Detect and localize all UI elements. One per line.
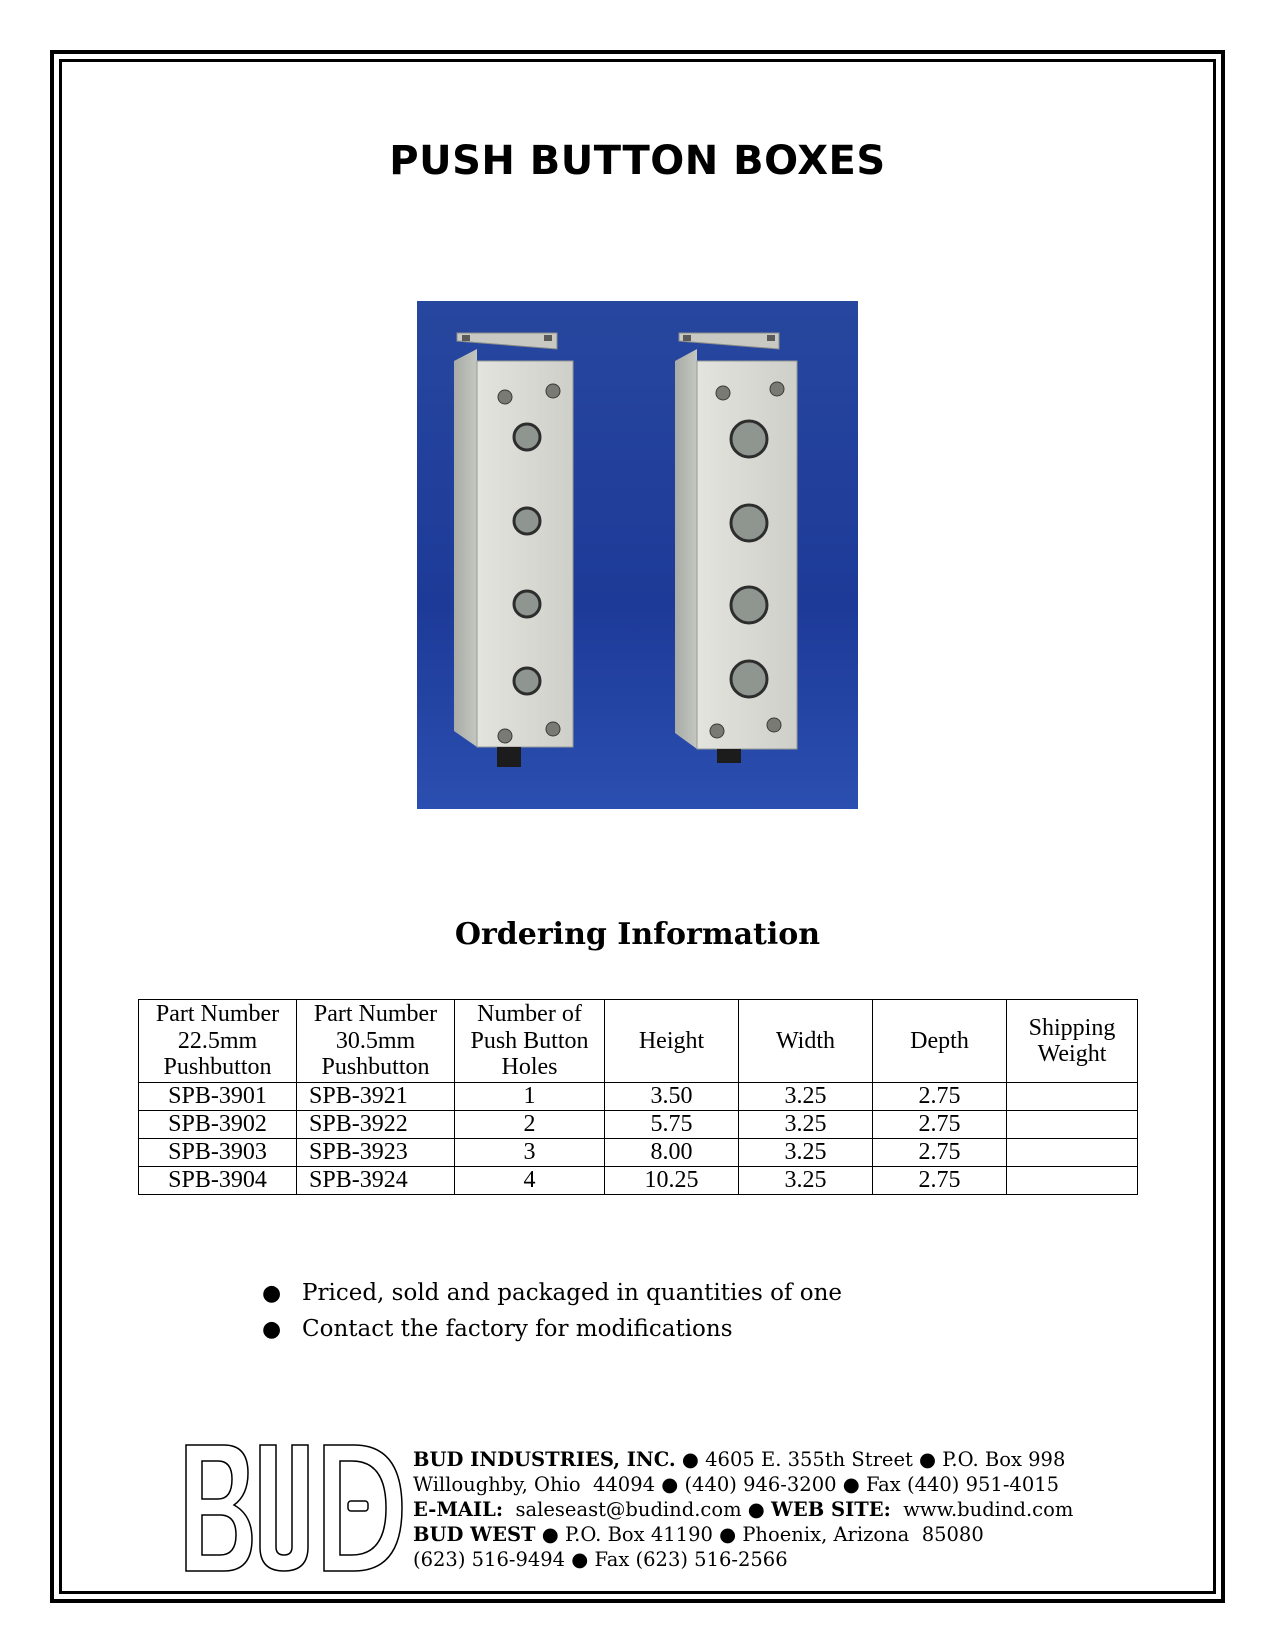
separator: ● [919, 1448, 937, 1471]
cell-part-22mm: SPB-3903 [139, 1139, 297, 1167]
cell-holes: 2 [455, 1111, 605, 1139]
cell-weight [1007, 1139, 1138, 1167]
header-part-22mm: Part Number 22.5mm Pushbutton [139, 1000, 297, 1083]
header-holes: Number of Push Button Holes [455, 1000, 605, 1083]
ordering-table [138, 999, 1138, 1195]
cell-height: 10.25 [605, 1167, 739, 1195]
header-height: Height [605, 1000, 739, 1083]
cell-depth: 2.75 [873, 1167, 1007, 1195]
separator: ● [681, 1448, 699, 1471]
west-label: BUD WEST [413, 1523, 536, 1546]
header-part-30mm: Part Number 30.5mm Pushbutton [297, 1000, 455, 1083]
company-po-box: P.O. Box 998 [942, 1448, 1066, 1471]
cell-width: 3.25 [739, 1083, 873, 1111]
table-row [139, 1139, 1138, 1167]
cell-height: 3.50 [605, 1083, 739, 1111]
website-label: WEB SITE: [770, 1498, 891, 1521]
cell-holes: 1 [455, 1083, 605, 1111]
page-border-inner [59, 59, 1216, 1594]
table-header-row [139, 1000, 1138, 1083]
cell-part-22mm: SPB-3902 [139, 1111, 297, 1139]
list-item [262, 1311, 842, 1347]
separator: ● [661, 1473, 679, 1496]
bullet-list [262, 1275, 842, 1347]
west-city: Phoenix, Arizona 85080 [742, 1523, 984, 1546]
website-link[interactable]: www.budind.com [903, 1498, 1074, 1521]
separator: ● [842, 1473, 860, 1496]
product-photo [417, 301, 858, 809]
bud-logo [184, 1443, 404, 1573]
cell-depth: 2.75 [873, 1111, 1007, 1139]
cell-part-22mm: SPB-3904 [139, 1167, 297, 1195]
company-fax: Fax (440) 951-4015 [865, 1473, 1060, 1496]
cell-part-30mm: SPB-3921 [297, 1083, 455, 1111]
company-name: BUD INDUSTRIES, INC. [413, 1448, 676, 1471]
bullet-text: Contact the factory for modifications [302, 1316, 733, 1342]
cell-weight [1007, 1167, 1138, 1195]
header-width: Width [739, 1000, 873, 1083]
cell-width: 3.25 [739, 1111, 873, 1139]
separator: ● [541, 1523, 559, 1546]
company-footer [413, 1447, 1073, 1572]
cell-weight [1007, 1083, 1138, 1111]
list-item [262, 1275, 842, 1311]
table-row [139, 1083, 1138, 1111]
table-row [139, 1111, 1138, 1139]
table-row [139, 1167, 1138, 1195]
cell-depth: 2.75 [873, 1083, 1007, 1111]
cell-depth: 2.75 [873, 1139, 1007, 1167]
west-phone: (623) 516-9494 [413, 1548, 566, 1571]
cell-part-30mm: SPB-3922 [297, 1111, 455, 1139]
west-po-box: P.O. Box 41190 [564, 1523, 713, 1546]
bullet-icon: ● [262, 1280, 282, 1306]
cell-weight [1007, 1111, 1138, 1139]
cell-part-30mm: SPB-3924 [297, 1167, 455, 1195]
separator: ● [571, 1548, 589, 1571]
header-depth: Depth [873, 1000, 1007, 1083]
page-title: PUSH BUTTON BOXES [389, 138, 886, 184]
company-city: Willoughby, Ohio 44094 [413, 1473, 656, 1496]
section-heading-ordering: Ordering Information [454, 917, 821, 952]
company-address: 4605 E. 355th Street [705, 1448, 913, 1471]
cell-width: 3.25 [739, 1139, 873, 1167]
cell-part-22mm: SPB-3901 [139, 1083, 297, 1111]
email-label: E-MAIL: [413, 1498, 504, 1521]
bullet-text: Priced, sold and packaged in quantities of one [302, 1280, 843, 1306]
cell-height: 5.75 [605, 1111, 739, 1139]
separator: ● [719, 1523, 737, 1546]
bullet-icon: ● [262, 1316, 282, 1342]
cell-height: 8.00 [605, 1139, 739, 1167]
company-phone: (440) 946-3200 [684, 1473, 837, 1496]
cell-holes: 4 [455, 1167, 605, 1195]
cell-width: 3.25 [739, 1167, 873, 1195]
west-fax: Fax (623) 516-2566 [594, 1548, 788, 1571]
cell-holes: 3 [455, 1139, 605, 1167]
separator: ● [747, 1498, 765, 1521]
header-weight: Shipping Weight [1007, 1000, 1138, 1083]
email-link[interactable]: saleseast@budind.com [515, 1498, 742, 1521]
cell-part-30mm: SPB-3923 [297, 1139, 455, 1167]
